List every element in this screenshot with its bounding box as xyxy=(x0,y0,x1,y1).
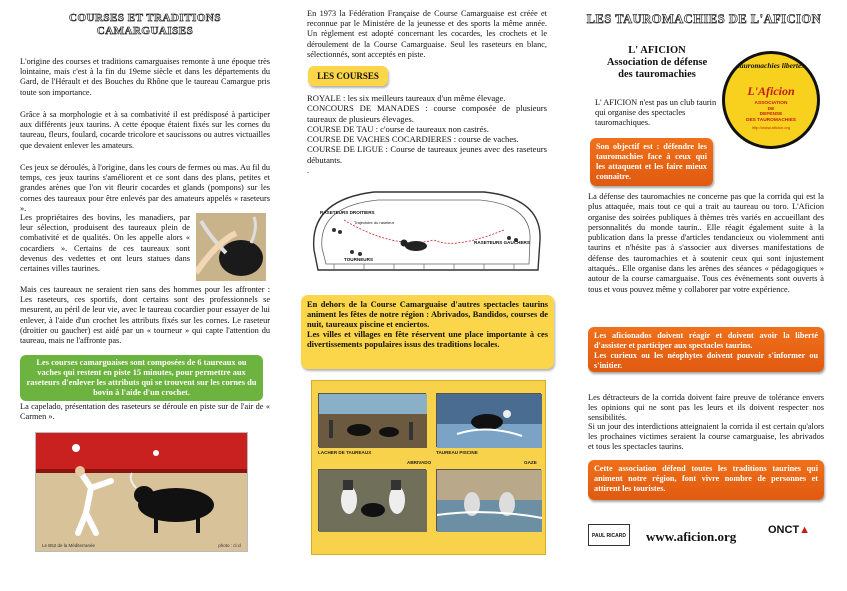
taureau-piscine-photo xyxy=(436,393,541,447)
col2-yellow-callout: En dehors de la Course Camarguaise d'autres spectacles taurins animent les fêtes de notre région : Abrivados, Bandidos, courses de nuit, taureaux piscine et enciertos. Les villes et villages en fête réservent une place importante à ces divertissements populaires issus des traditions locales. xyxy=(301,295,554,369)
org-heading xyxy=(587,45,727,81)
col1-paragraph-capelado: La capelado, présentation des raseteurs se déroule en piste sur de l'air de « Carmen ». xyxy=(20,402,270,422)
course-tau: COURSE DE TAU : c'ourse de taureaux non castrés. xyxy=(307,123,489,134)
gaze-photo xyxy=(436,469,541,531)
logo-arc-text: tauromachies libertés xyxy=(737,61,805,70)
caption-gaze: GAZE xyxy=(524,460,537,465)
aficion-website-link[interactable]: www.aficion.org xyxy=(646,529,737,544)
abrivado-photo xyxy=(318,469,426,531)
label-raseteurs-gauchers: RASETEURS GAUCHERS xyxy=(474,240,530,245)
col3-objectif-callout: Son objectif est : défendre les tauromachies face à ceux qui les attaquent et les faire mieux connaître. xyxy=(590,138,713,186)
col3-title: LES TAUROMACHIES DE L'AFICION xyxy=(586,12,822,26)
label-raseteurs-droitiers: RASETEURS DROITIERS xyxy=(320,210,375,215)
col3-association-callout: Cette association défend toutes les traditions taurines qui animent notre région, font vivre nombre de personnes et attirent les touristes. xyxy=(588,460,824,500)
col3-aficionados-callout: Les aficionados doivent réagir et doivent avoir la liberté d'assister et participer aux spectacles taurins. Les curieux ou les néophytes doivent pouvoir s'informer ou s'initier. xyxy=(588,327,824,372)
course-royale: ROYALE : les six meilleurs taureaux d'un même élevage. xyxy=(307,93,506,103)
col1-paragraph-origin: L'origine des courses et traditions camarguaises remonte à une époque très lointaine, mais c'est à la fin du 19eme siècle et dans les départements du Gard, de l'Hérault et des Bouches du Rhône que le taureau Camargue pris toute son importance. xyxy=(20,57,270,97)
course-concours-manades: CONCOURS DE MANADES : course composée de plusieurs taureaux de plusieurs élevages. xyxy=(307,103,547,124)
photo-caption-right: photo : cl.cl xyxy=(218,543,241,548)
arena-diagram xyxy=(304,180,549,280)
label-tourneurs: TOURNEURS xyxy=(344,257,374,262)
col1-paragraph-raseteurs: Mais ces taureaux ne seraient rien sans des hommes pour les affronter : Les raseteurs, ces sportifs, dont certains sont des professionnels se mesurent, au péril de leur vie, avec le taureau cocardier pour essayer de lui enlever, à l'aide d'un crochet les attributs fixés sur les cornes. Le raseteur (droitier ou gaucher) est aidé par un « tourneur » qui capte l'attention du taureau, mais ne l'affronte pas. xyxy=(20,285,270,346)
org-sub1: Association de défense xyxy=(606,57,708,68)
aficion-logo: tauromachies libertés L'Aficion ASSOCIATION DE DEFENSE DES TAUROMACHIES http://www.aficion.org xyxy=(722,51,820,149)
col1-green-callout: Les courses camarguaises sont composées de 6 taureaux ou vaches qui restent en piste 15 minutes, pour permettre aux raseteurs d'enlever les attributs qui se trouvent sur les cornes du bovin à l'aide d'un crochet. xyxy=(20,355,263,401)
label-trajectoire: Trajectoire du raseteur xyxy=(354,220,395,225)
org-sub2: des tauromachies xyxy=(618,69,696,80)
col1-paragraph-manadiers: Les propriétaires des bovins, les manadiers, par leur sélection, produisent des taureaux plein de combativité et de qualités. On les appelle alors « cocardiers ». Certains de ces taureaux sont devenus des vedettes et ont leurs statues dans certaines villes taurines. xyxy=(20,213,190,274)
lacher-photo xyxy=(318,393,426,447)
col3-body: La défense des tauromachies ne concerne pas que la corrida qui est la plus attaquée, mais tout ce qui a trait au taureau ou toro. L'Aficion organise des soirées publiques à thèmes très variés en accueillant des personnalités du monde taurin.. Elle réagit également suite à la publication dans la presse d'articles tendancieux ou violemment anti taurins et n'hésite pas à s'associer aux diverses manifestations de défense des tauromachies et à soutenir ceux qui sont injustement attaqués.. Elle organise dans les arènes des séances « pédagogiques » autour de la course camarguaise. Tous ces évènements sont ouverts à tous et vous pouvez même y collaborer par votre expérience. xyxy=(588,192,824,294)
courses-list: ROYALE : les six meilleurs taureaux d'un même élevage. CONCOURS DE MANADES : course composée de plusieurs taureaux de plusieurs élevages. COURSE DE TAU : c'ourse de taureaux non castrés. COURSE DE VACHES COCARDIERES : course de vaches. COURSE DE LIGUE : Course de taureaux jeunes avec des raseteurs débutants. . xyxy=(307,93,547,176)
caption-abrivado: ABRIVADO xyxy=(407,460,432,465)
col3-detracteurs: Les détracteurs de la corrida doivent faire preuve de tolérance envers les opinions qui ne sont pas les leurs et ils doivent respecter nos sensibilités. xyxy=(588,393,824,423)
course-ligue: COURSE DE LIGUE : Course de taureaux jeunes avec des raseteurs débutants. xyxy=(307,144,547,165)
col3-interdictions: Si un jour des interdictions atteignaient la corrida il est certain qu'alors les prochaines victimes seraient la course camarguaise, les abrivados et tous les spectacles taurins. xyxy=(588,422,824,452)
paul-ricard-logo: PAUL RICARD xyxy=(588,524,630,546)
caption-piscine: TAUREAU PISCINE xyxy=(436,450,478,455)
col1-paragraph-morphology: Grâce à sa morphologie et à sa combativité il est prédisposé à participer aux différents jeux taurins. A cette époque étaient fixés sur les cornes du taureau, fleurs, foulard, cocarde tricolore et saucissons ou autres victuailles que devaient enlever les amateurs. xyxy=(20,110,270,150)
caption-lacher: LACHER DE TAUREAUX xyxy=(318,450,372,455)
col3-intro: L' AFICION n'est pas un club taurin qui organise des spectacles tauromachiques. xyxy=(595,98,717,128)
col1-title: COURSES ET TRADITIONS CAMARGUAISES xyxy=(69,12,221,37)
photo-caption-left: Le B52 de la Méditerranée xyxy=(42,543,96,548)
col2-intro: En 1973 la Fédération Française de Course Camarguaise est créée et reconnue par le Ministère de la jeunesse et des sports la même année. Un règlement est adopté concernant les cocardes, les crochets et le déroulement de la Course Camarguaise. Seul les raseteurs en blanc, sélectionnés, sont acceptés en piste. xyxy=(307,9,547,59)
bull-horn-photo xyxy=(196,213,266,281)
onct-logo: ONCT▲ xyxy=(768,524,811,536)
course-camarguaise-photo xyxy=(35,432,248,552)
les-courses-label: LES COURSES xyxy=(308,66,388,86)
org-name: L' AFICION xyxy=(628,45,686,56)
logo-web: http://www.aficion.org xyxy=(751,125,791,131)
spectacles-photo-collage xyxy=(311,380,546,555)
course-vaches: COURSE DE VACHES COCARDIERES : course de vaches. xyxy=(307,134,519,145)
col1-paragraph-games: Ces jeux se déroulés, à l'origine, dans les cours de fermes ou mas. Au fil du temps, ces jeux taurins s'améliorent et ce sont dans des plans, petites et grandes arènes que l'on vit fleurir cocardes et glands (pompons) sur les cornes des taureaux pour être enlevés par des amateurs appelés « raseteurs ». xyxy=(20,163,270,213)
logo-name: L'Aficion xyxy=(747,84,795,98)
